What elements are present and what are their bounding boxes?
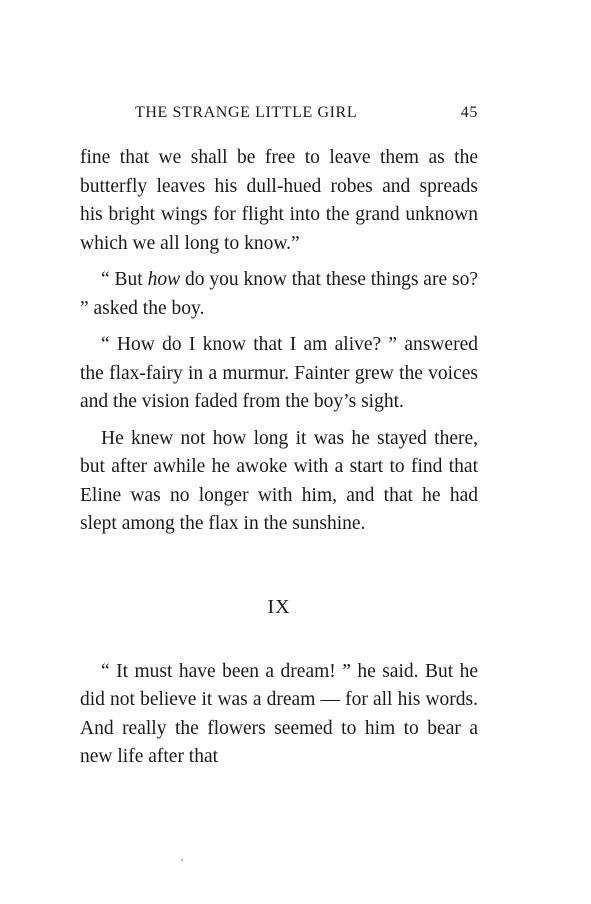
running-head <box>80 100 478 126</box>
paragraph: fine that we shall be free to leave them as the butterfly leaves his dull-hued robes and spreads his bright wings for flight into the grand unknown which we all long to know.” <box>80 147 478 254</box>
emphasis: how <box>147 269 181 290</box>
page-number: 45 <box>460 104 478 121</box>
chapter-heading: IX <box>267 595 291 618</box>
print-speck <box>181 859 183 861</box>
paragraph: “ It must have been a dream! ” he said. But he did not believe it was a dream — for all his words. And really the flowers seemed to him to bear a new life after that <box>80 660 478 767</box>
paragraph: “ How do I know that I am alive? ” answered the flax-fairy in a murmur. Fainter grew the voices and the vision faded from the boy’s sight. <box>80 334 478 412</box>
paragraph: He knew not how long it was he stayed there, but after awhile he awoke with a start to find that Eline was no longer with him, and that he had slept among the flax in the sunshine. <box>80 427 478 534</box>
running-head-title: THE STRANGE LITTLE GIRL <box>135 104 358 121</box>
paragraph: “ But how do you know that these things are so? ” asked the boy. <box>80 269 478 319</box>
body-text <box>80 144 478 772</box>
